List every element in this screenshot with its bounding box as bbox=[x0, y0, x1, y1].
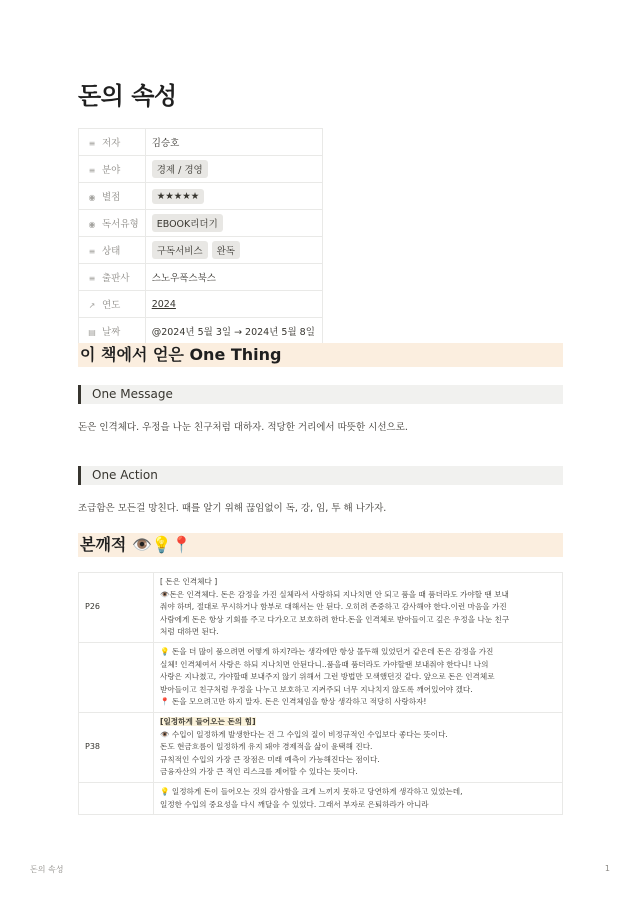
note-line: 📍 돈을 모으려고만 하지 말자. 돈은 인격체임을 항상 생각하고 적당히 사랑하자! bbox=[160, 697, 427, 707]
property-row bbox=[79, 129, 323, 156]
note-content bbox=[154, 573, 563, 643]
notes-table bbox=[78, 572, 563, 815]
note-line: 금융자산의 가장 큰 적인 리스크를 제어할 수 있다는 뜻이다. bbox=[160, 767, 358, 777]
note-line: 사람에게 돈은 항상 기회를 주고 다가오고 보호하려 한다.돈을 인격체로 받아들이고 깊은 우정을 나눈 친구 bbox=[160, 614, 510, 624]
arrow-up-right-icon: ↗ bbox=[88, 301, 96, 310]
property-key bbox=[79, 156, 146, 183]
select-icon: ◉ bbox=[88, 193, 96, 202]
year-link[interactable]: 2024 bbox=[151, 298, 176, 310]
property-key bbox=[79, 291, 146, 318]
property-key-label: 독서유형 bbox=[102, 219, 139, 230]
note-line: 👁️돈은 인격체다. 돈은 감정을 가진 실체라서 사랑하되 지나치면 안 되고 품을 때 품더라도 가야할 땐 보내 bbox=[160, 589, 509, 599]
property-value bbox=[145, 129, 322, 156]
property-key bbox=[79, 264, 146, 291]
property-key-label: 날짜 bbox=[102, 327, 121, 338]
note-line: 처럼 대하면 된다. bbox=[160, 627, 219, 637]
property-value bbox=[145, 264, 322, 291]
property-key-label: 별점 bbox=[102, 192, 121, 203]
property-key-label: 분야 bbox=[102, 165, 121, 176]
note-line: 💡 돈을 더 많이 품으려면 어떻게 하지?라는 생각에만 항상 몰두해 있었던거 같은데 돈은 감정을 가진 bbox=[160, 646, 494, 656]
tag[interactable]: EBOOK리더기 bbox=[152, 214, 223, 232]
note-line: 👁️ 수입이 일정하게 발생한다는 건 그 수입의 질이 비정규적인 수입보다 좋다는 뜻이다. bbox=[160, 729, 448, 739]
property-value bbox=[145, 237, 322, 264]
note-row bbox=[79, 712, 563, 782]
property-key-label: 상태 bbox=[102, 246, 121, 257]
note-line: 돈도 현금흐름이 일정하게 유지 돼야 경제적을 삶이 윤택해 진다. bbox=[160, 742, 373, 752]
text-lines-icon: ≡ bbox=[88, 139, 96, 148]
bonkkaejeok-heading: 본깨적 👁️💡📍 bbox=[78, 533, 563, 557]
tag[interactable]: 완독 bbox=[212, 241, 240, 259]
one-action-heading: One Action bbox=[78, 466, 563, 485]
note-line bbox=[160, 716, 556, 729]
note-highlight: [일정하게 들어오는 돈의 힘] bbox=[160, 716, 256, 726]
property-value bbox=[145, 318, 322, 345]
note-line: 일정한 수입의 중요성을 다시 깨달을 수 있었다. 그래서 부자로 은퇴하라가 아니라 bbox=[160, 799, 429, 809]
property-key bbox=[79, 210, 146, 237]
property-row bbox=[79, 291, 323, 318]
note-row bbox=[79, 573, 563, 643]
property-value-text: 김승호 bbox=[151, 138, 180, 149]
note-line: 💡 일정하게 돈이 들어오는 것의 감사함을 크게 느끼지 못하고 당연하게 생각하고 있었는데, bbox=[160, 786, 463, 796]
property-key-label: 저자 bbox=[102, 138, 121, 149]
property-row bbox=[79, 237, 323, 264]
note-line: 규칙적인 수입의 가장 큰 장점은 미래 예측이 가능해진다는 점이다. bbox=[160, 754, 380, 764]
calendar-icon: ▤ bbox=[88, 328, 96, 337]
property-value bbox=[145, 183, 322, 210]
property-key bbox=[79, 183, 146, 210]
property-value bbox=[145, 156, 322, 183]
note-line: [ 돈은 인격체다 ] bbox=[160, 577, 218, 586]
property-key-label: 출판사 bbox=[102, 273, 130, 284]
property-value bbox=[145, 210, 322, 237]
text-lines-icon: ≡ bbox=[88, 274, 96, 283]
note-page: P38 bbox=[79, 712, 154, 782]
select-icon: ◉ bbox=[88, 220, 96, 229]
properties-table bbox=[78, 128, 323, 345]
note-content bbox=[154, 782, 563, 814]
tag[interactable]: ★★★★★ bbox=[152, 189, 205, 204]
footer-page-number: 1 bbox=[604, 864, 610, 873]
note-line: 실체! 인격체여서 사랑은 하되 지나치면 안된다니..품을때 품더라도 가야할땐 보내줘야 한다니! 나의 bbox=[160, 659, 489, 669]
list-icon: ≡ bbox=[88, 166, 96, 175]
note-line: 사랑은 지나쳤고, 가야할때 보내주지 않기 위해서 그런 방법만 모색했던것 같다. 앞으로 돈은 인격체로 bbox=[160, 672, 495, 682]
property-row bbox=[79, 264, 323, 291]
one-action-text: 조급함은 모든걸 망친다. 때를 알기 위해 끊임없이 독, 강, 임, 투 해 나가자. bbox=[78, 503, 387, 514]
note-row bbox=[79, 782, 563, 814]
one-message-text: 돈은 인격체다. 우정을 나눈 친구처럼 대하자. 적당한 거리에서 따뜻한 시선으로. bbox=[78, 422, 408, 433]
footer-title: 돈의 속성 bbox=[30, 865, 64, 874]
tag[interactable]: 구독서비스 bbox=[152, 241, 208, 259]
page-title: 돈의 속성 bbox=[78, 82, 177, 110]
note-line: 줘야 하며, 절대로 무시하거나 함부로 대해서는 안 된다. 오히려 존중하고 감사해야 한다.이런 마음을 가진 bbox=[160, 602, 507, 612]
property-value-text: @2024년 5월 3일 → 2024년 5월 8일 bbox=[151, 327, 315, 338]
property-row bbox=[79, 156, 323, 183]
note-content bbox=[154, 642, 563, 712]
property-key bbox=[79, 129, 146, 156]
property-key-label: 연도 bbox=[102, 300, 121, 311]
property-key bbox=[79, 237, 146, 264]
property-value-text: 스노우폭스북스 bbox=[151, 273, 216, 284]
one-thing-heading: 이 책에서 얻은 One Thing bbox=[78, 343, 563, 367]
note-content bbox=[154, 712, 563, 782]
property-row bbox=[79, 183, 323, 210]
note-page bbox=[79, 782, 154, 814]
one-message-heading: One Message bbox=[78, 385, 563, 404]
tag[interactable]: 경제 / 경영 bbox=[152, 160, 208, 178]
property-value bbox=[145, 291, 322, 318]
list-icon: ≡ bbox=[88, 247, 96, 256]
note-page: P26 bbox=[79, 573, 154, 643]
note-row bbox=[79, 642, 563, 712]
note-page bbox=[79, 642, 154, 712]
property-row bbox=[79, 318, 323, 345]
note-line: 받아들이고 친구처럼 우정을 나누고 보호하고 지켜주되 너무 지나치지 않도록 깨어있어야 겠다. bbox=[160, 684, 473, 694]
property-key bbox=[79, 318, 146, 345]
property-row bbox=[79, 210, 323, 237]
